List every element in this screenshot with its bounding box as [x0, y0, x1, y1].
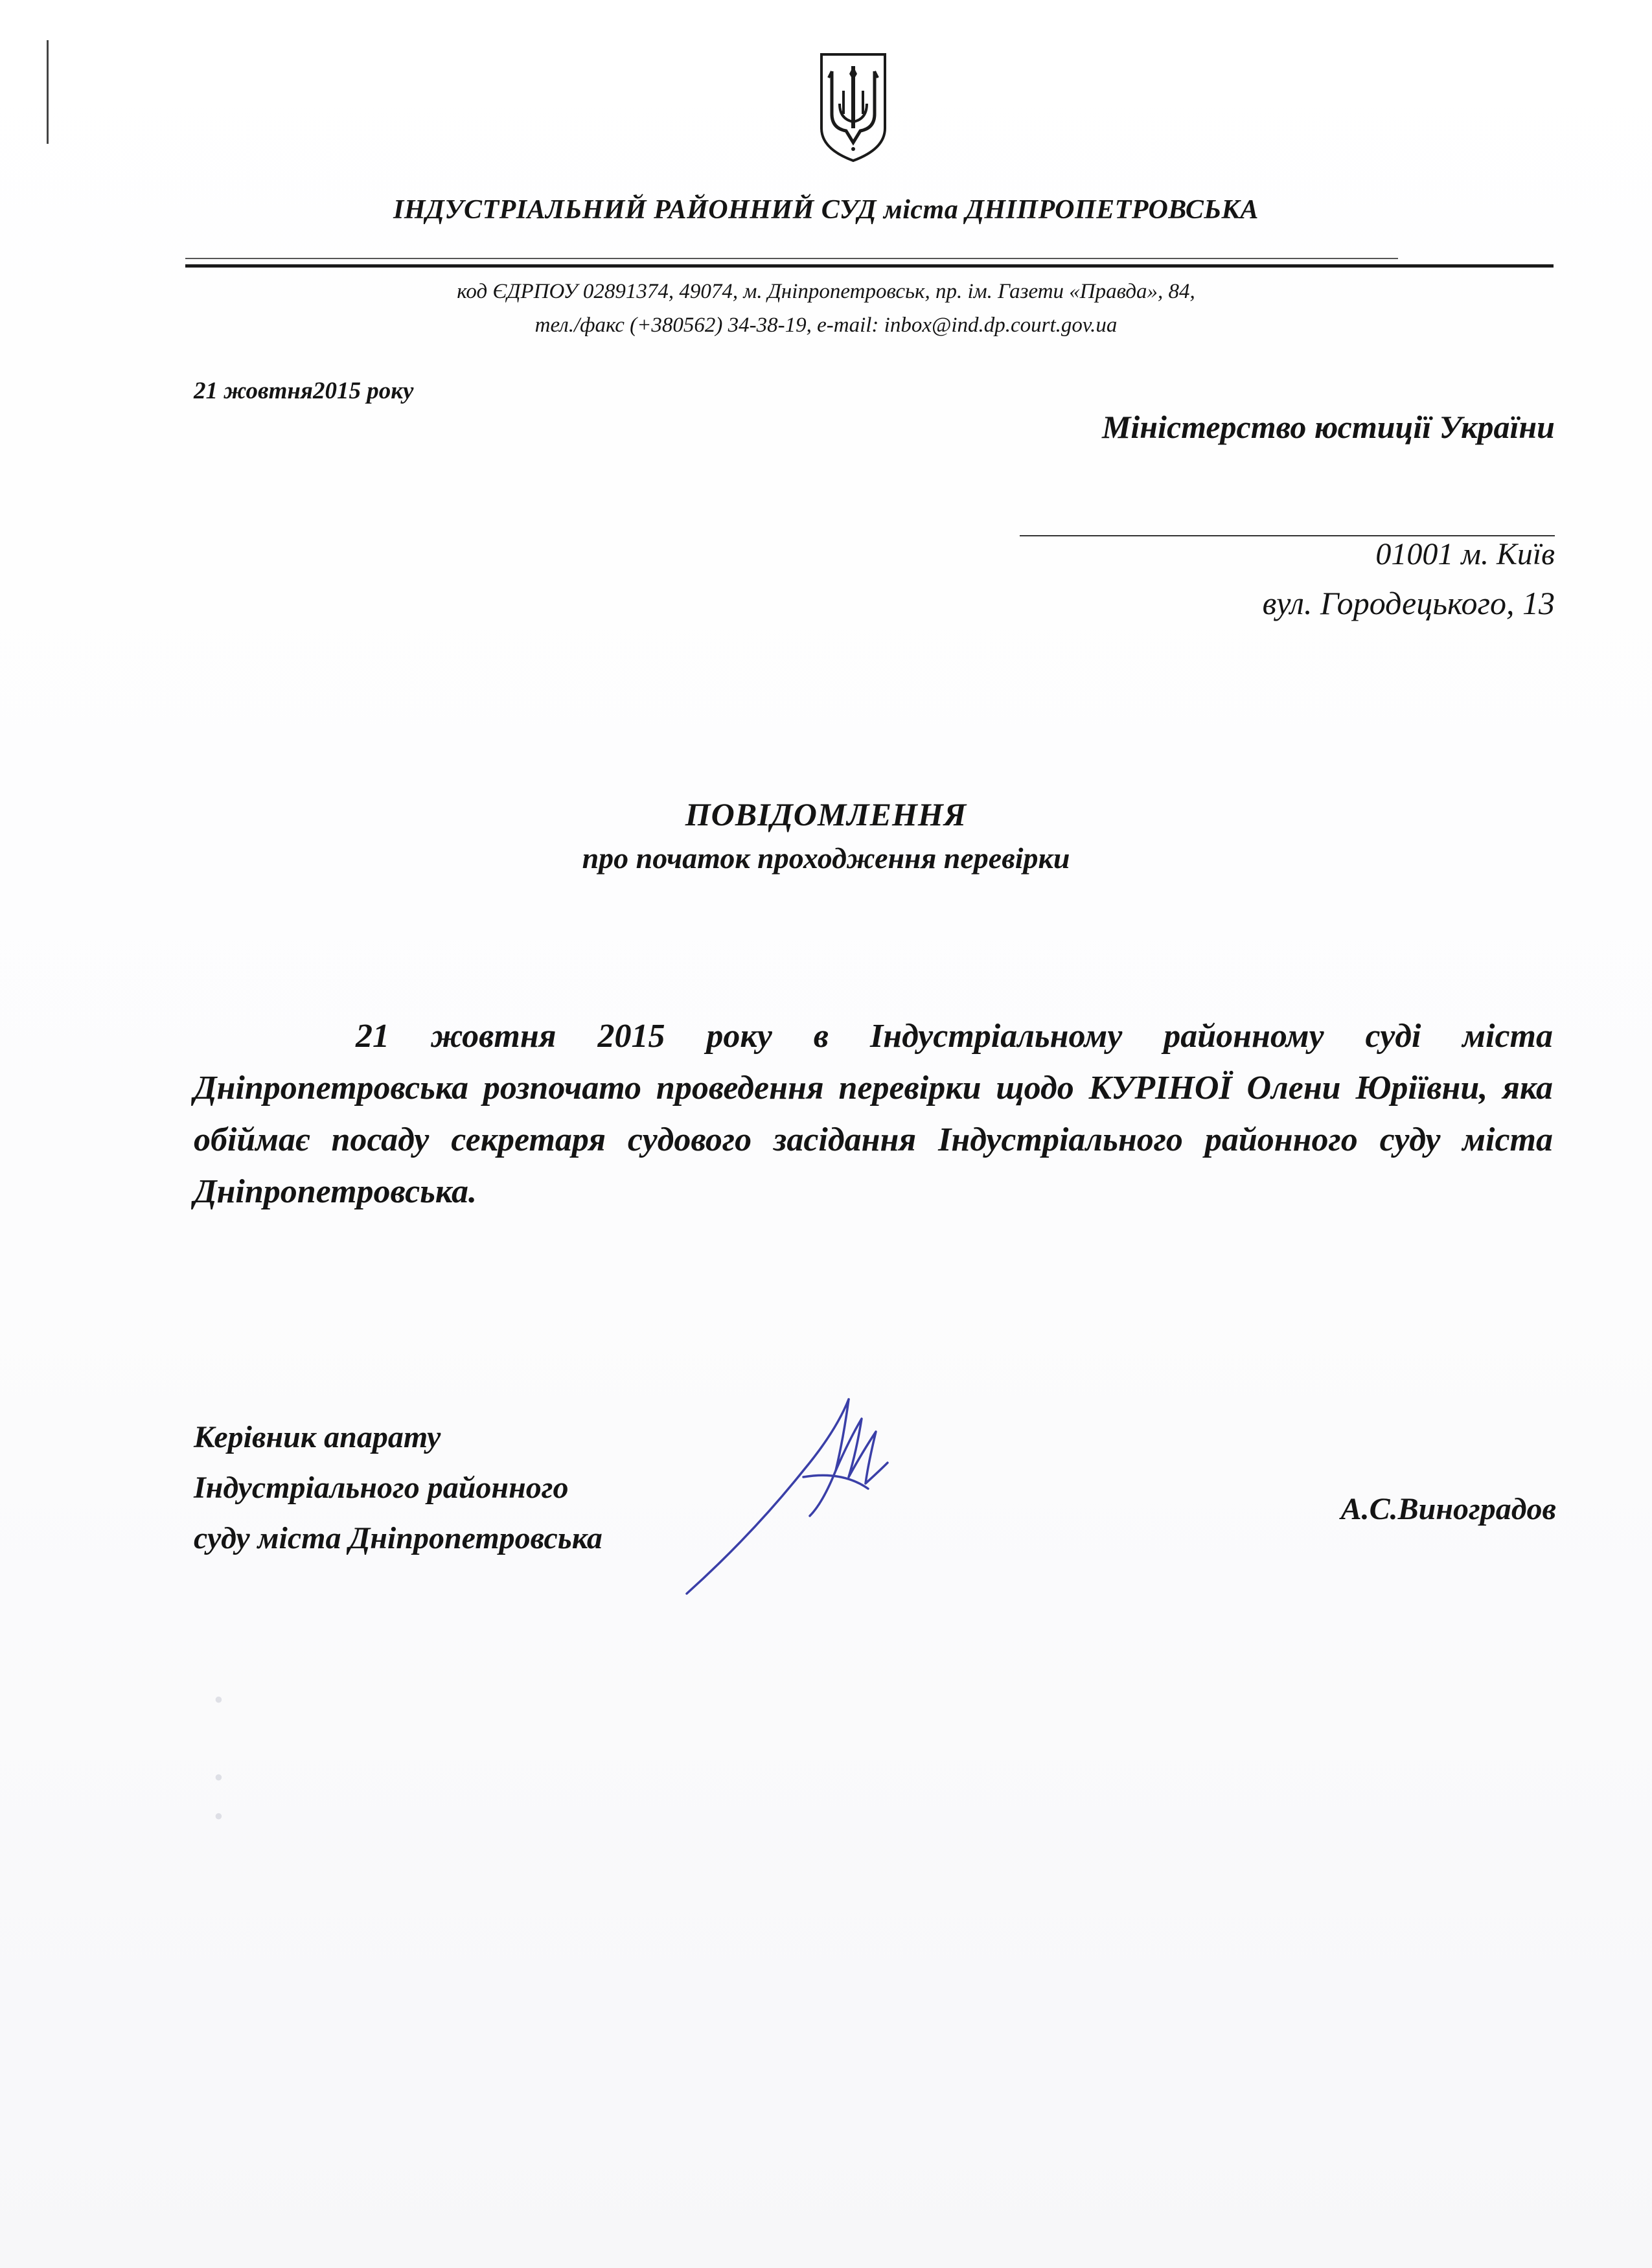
document-page: • • • ІНДУСТРІАЛЬНИЙ РАЙОННИЙ СУД міста ДНІПРОПЕТРОВСЬКА код ЄДРПОУ 02891374, 49074, м. Дніпропетровськ, пр. ім. Газети «Правда», 84, тел./факс (+380562) 34-38-19, e-mail: inbox@ind.dp.court.gov.ua 21 жовтня2015 року Міністерство юстиції України 01001 м. Київ вул. Городецького, 13 ПОВІДОМЛЕННЯ про початок проходження перевірки 21 жовтня 2015 року в Індустріальному районному суді міста Дніпропетровська розпочато проведення перевірки щодо КУРІНОЇ Олени Юріївни, яка обіймає посаду секретаря судового засідання Індустріального районного суду міста Дніпропетровська. Керівник апарату Індустріального районного суду міста Дніпропетровська А.С.Виноградов	[0, 0, 1652, 2268]
addressee-name: Міністерство юстиції України	[1101, 409, 1555, 445]
notice-title: ПОВІДОМЛЕННЯ	[685, 796, 967, 832]
court-name: ІНДУСТРІАЛЬНИЙ РАЙОННИЙ СУД міста ДНІПРОПЕТРОВСЬКА	[393, 195, 1259, 225]
contacts-phone-email: тел./факс (+380562) 34-38-19, e-mail: inbox@ind.dp.court.gov.ua	[534, 314, 1118, 337]
signatory-position	[194, 1412, 602, 1564]
signatory-line-2: Індустріального районного	[194, 1471, 569, 1505]
addressee-city: 01001 м. Київ	[1375, 537, 1555, 571]
signatory-name: А.С.Виноградов	[1340, 1492, 1556, 1526]
addressee-street: вул. Городецького, 13	[1262, 585, 1555, 621]
contacts-address: код ЄДРПОУ 02891374, 49074, м. Дніпропетровськ, пр. ім. Газети «Правда», 84,	[457, 280, 1195, 303]
header-rule-thin	[185, 258, 1398, 259]
tryzub-coat-of-arms-icon	[818, 52, 889, 163]
court-contacts	[0, 275, 1652, 342]
notice-body: 21 жовтня 2015 року в Індустріальному районному суді міста Дніпропетровська розпочато проведення перевірки щодо КУРІНОЇ Олени Юріївни, яка обіймає посаду секретаря судового засідання Індустріального районного суду міста Дніпропетровська.	[194, 1018, 1553, 1210]
signatory-line-1: Керівник апарату	[194, 1420, 441, 1454]
notice-subtitle: про початок проходження перевірки	[582, 842, 1070, 875]
signatory-line-3: суду міста Дніпропетровська	[194, 1521, 602, 1555]
margin-mark	[47, 40, 49, 144]
document-date: 21 жовтня2015 року	[194, 378, 414, 404]
header-rule-thick	[185, 264, 1554, 268]
handwritten-signature-icon	[674, 1373, 920, 1607]
